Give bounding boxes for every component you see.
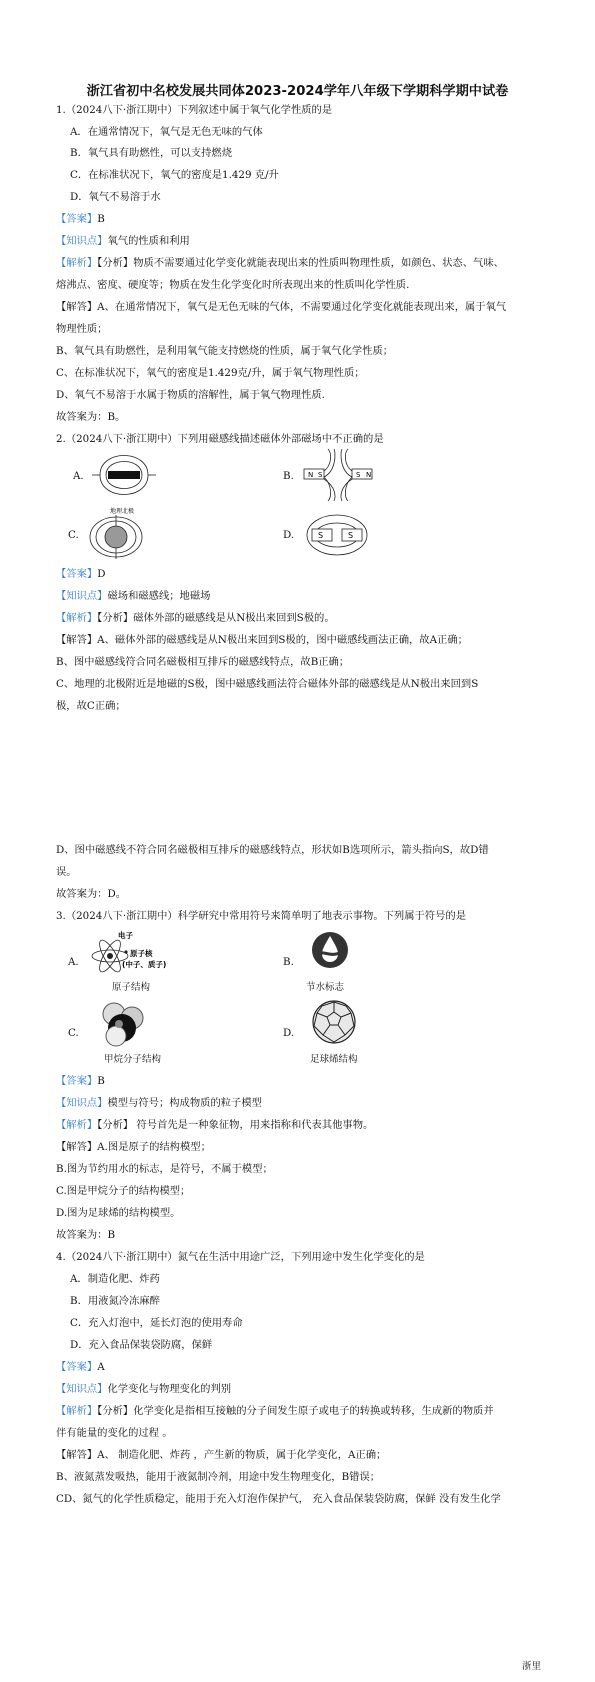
q3-figure-b-water-icon xyxy=(310,930,350,970)
q3-nucleus-detail-label: (中子、质子) xyxy=(122,960,167,969)
q1-answer xyxy=(56,212,105,226)
point-tag: 【知识点】 xyxy=(56,1097,108,1109)
q3-option-b-label: B. xyxy=(283,956,294,968)
q2-line: 故答案为：D。 xyxy=(56,888,127,900)
q3-analysis-text: 【分析】 符号首先是一种象征物，用来指称和代表其他事物。 xyxy=(97,1119,374,1131)
q3-option-d-label: D. xyxy=(283,1027,295,1039)
q2-b-n2-label: N xyxy=(366,471,372,479)
q1-line: 熔沸点、密度、硬度等；物质在发生化学变化时所表现出来的性质叫化学性质. xyxy=(56,279,410,291)
q2-option-d-label: D. xyxy=(283,529,295,541)
q1-option-a: A．在通常情况下，氧气是无色无味的气体 xyxy=(70,126,263,138)
q3-option-c-label: C. xyxy=(68,1027,79,1039)
analysis-tag: 【解析】 xyxy=(56,1405,98,1417)
q2-answer xyxy=(56,567,105,581)
q2-d-s2-label: S xyxy=(348,531,354,540)
answer-tag: 【答案】 xyxy=(56,1361,98,1373)
q3-answer-value: B xyxy=(97,1075,105,1087)
q1-point-value: 氧气的性质和利用 xyxy=(107,235,190,247)
q2-figure-c xyxy=(88,505,148,563)
q2-answer-value: D xyxy=(97,568,106,580)
q4-line: 【解答】A、 制造化肥、炸药 ，产生新的物质，属于化学变化，A正确； xyxy=(56,1449,387,1461)
page-title: 浙江省初中名校发展共同体2023-2024学年八年级下学期科学期中试卷 xyxy=(86,84,509,99)
q4-line: CD、氮气的化学性质稳定，能用于充入灯泡作保护气， 充入食品保装袋防腐，保鲜 没有发生化学 xyxy=(56,1493,501,1505)
q2-d-s-label: S xyxy=(318,531,324,540)
q2-figure-a xyxy=(88,447,160,503)
q2-point-value: 磁场和磁感线；地磁场 xyxy=(107,590,211,602)
q2-figure-d xyxy=(298,507,376,563)
q1-analysis-text: 【分析】物质不需要通过化学变化就能表现出来的性质叫物理性质，如颜色、状态、气味、 xyxy=(97,257,504,269)
q3-electron-label: 电子 xyxy=(118,931,133,940)
q4-point xyxy=(56,1382,231,1396)
q1-answer-value: B xyxy=(97,213,105,225)
q1-option-b: B．氧气具有助燃性，可以支持燃烧 xyxy=(70,147,233,159)
answer-tag: 【答案】 xyxy=(56,213,98,225)
q1-analysis xyxy=(56,256,504,270)
q3-point xyxy=(56,1096,262,1110)
q4-option-d: D．充入食品保装袋防腐，保鲜 xyxy=(70,1339,213,1351)
q3-line: C.图是甲烷分子的结构模型； xyxy=(56,1185,191,1197)
q1-point xyxy=(56,234,190,248)
q3-stem: 3.（2024八下·浙江期中）科学研究中常用符号来简单明了地表示事物。下列属于符号的是 xyxy=(56,910,466,922)
q3-line: 故答案为：B xyxy=(56,1229,116,1241)
q2-line: B、图中磁感线符合同名磁极相互排斥的磁感线特点，故B正确； xyxy=(56,656,350,668)
q2-figure-b xyxy=(298,447,378,503)
q3-figure-a-atom xyxy=(88,930,188,978)
q3-figure-d-fullerene-icon xyxy=(310,998,358,1046)
q3-line: D.图为足球烯的结构模型。 xyxy=(56,1207,181,1219)
answer-tag: 【答案】 xyxy=(56,568,98,580)
q1-option-c: C．在标准状况下，氧气的密度是1.429 克/升 xyxy=(70,169,279,181)
q2-analysis-text: 【分析】磁体外部的磁感线是从N极出来回到S极的。 xyxy=(97,612,335,624)
point-tag: 【知识点】 xyxy=(56,235,108,247)
q4-analysis-text: 【分析】化学变化是指相互接触的分子间发生原子或电子的转换或转移，生成新的物质并 xyxy=(97,1405,494,1417)
q4-option-a: A．制造化肥、炸药 xyxy=(70,1273,160,1285)
q2-b-n-label: N xyxy=(308,471,314,479)
q3-nucleus-label: 原子核 xyxy=(130,949,153,958)
q1-line: D、氧气不易溶于水属于物质的溶解性，属于氧气物理性质. xyxy=(56,389,325,401)
q3-caption-d: 足球烯结构 xyxy=(310,1054,358,1065)
q2-option-a-label: A. xyxy=(73,470,84,482)
q3-answer xyxy=(56,1074,105,1088)
q4-line: 伴有能量的变化的过程 。 xyxy=(56,1427,173,1439)
q2-option-c-label: C. xyxy=(68,529,79,541)
q2-line: 【解答】A、磁体外部的磁感线是从N极出来回到S极的，图中磁感线画法正确，故A正确； xyxy=(56,634,468,646)
analysis-tag: 【解析】 xyxy=(56,1119,98,1131)
page-footer: 浙里 xyxy=(521,1661,541,1672)
q4-answer xyxy=(56,1360,105,1374)
q2-b-s2-label: S xyxy=(356,471,361,479)
q2-line: C、地理的北极附近是地磁的S极，图中磁感线画法符合磁体外部的磁感线是从N极出来回到S xyxy=(56,678,479,690)
q1-line: C、在标准状况下，氧气的密度是1.429克/升，属于氧气物理性质； xyxy=(56,367,365,379)
q3-caption-b: 节水标志 xyxy=(306,982,345,993)
analysis-tag: 【解析】 xyxy=(56,612,98,624)
q3-analysis xyxy=(56,1118,373,1132)
q2-line: 极，故C正确； xyxy=(56,700,126,712)
q4-option-c: C．充入灯泡中，延长灯泡的使用寿命 xyxy=(70,1317,243,1329)
q1-line: B、氧气具有助燃性，是利用氧气能支持燃烧的性质，属于氧气化学性质； xyxy=(56,345,394,357)
q2-c-north-label: 地理北极 xyxy=(110,508,135,515)
point-tag: 【知识点】 xyxy=(56,1383,108,1395)
q2-line: 误。 xyxy=(56,866,77,878)
q1-line: 故答案为：B。 xyxy=(56,411,126,423)
q2-option-b-label: B. xyxy=(283,470,294,482)
q4-analysis xyxy=(56,1404,494,1418)
q4-option-b: B．用液氮冷冻麻醉 xyxy=(70,1295,160,1307)
q3-caption-c: 甲烷分子结构 xyxy=(104,1054,162,1065)
q4-point-value: 化学变化与物理变化的判别 xyxy=(107,1383,232,1395)
q1-stem: 1.（2024八下·浙江期中）下列叙述中属于氧气化学性质的是 xyxy=(56,104,333,116)
answer-tag: 【答案】 xyxy=(56,1075,98,1087)
q1-line: 物理性质； xyxy=(56,323,108,335)
q2-line: D、图中磁感线不符合同名磁极相互排斥的磁感线特点，形状如B选项所示，箭头指向S，故D错 xyxy=(56,844,489,856)
q3-option-a-label: A. xyxy=(68,956,79,968)
q2-b-s-label: S xyxy=(318,471,323,479)
q2-analysis xyxy=(56,611,335,625)
q2-point xyxy=(56,589,210,603)
q3-point-value: 模型与符号；构成物质的粒子模型 xyxy=(107,1097,262,1109)
point-tag: 【知识点】 xyxy=(56,590,108,602)
q3-caption-a: 原子结构 xyxy=(112,982,151,993)
q3-figure-c-methane-icon xyxy=(98,1000,146,1048)
q3-line: B.图为节约用水的标志，是符号，不属于模型； xyxy=(56,1163,273,1175)
q4-line: B、液氮蒸发吸热，能用于液氮制冷剂，用途中发生物理变化，B错误； xyxy=(56,1471,381,1483)
q1-option-d: D．氧气不易溶于水 xyxy=(70,191,161,203)
q4-answer-value: A xyxy=(97,1361,105,1373)
q4-stem: 4.（2024八下·浙江期中）氮气在生活中用途广泛，下列用途中发生化学变化的是 xyxy=(56,1251,425,1263)
q3-line: 【解答】A.图是原子的结构模型； xyxy=(56,1141,211,1153)
q2-stem: 2.（2024八下·浙江期中）下列用磁感线描述磁体外部磁场中不正确的是 xyxy=(56,433,384,445)
analysis-tag: 【解析】 xyxy=(56,257,98,269)
q1-line: 【解答】A、在通常情况下，氧气是无色无味的气体，不需要通过化学变化就能表现出来，属于氧气 xyxy=(56,301,507,313)
